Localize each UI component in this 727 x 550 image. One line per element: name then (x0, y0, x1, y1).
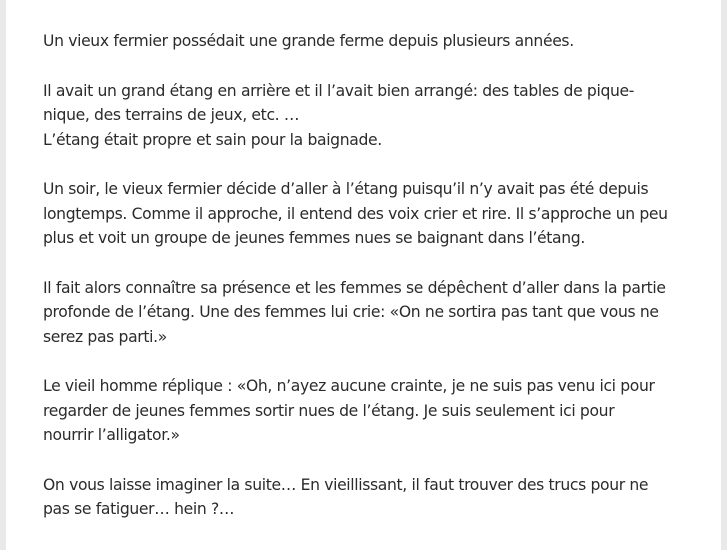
story-line: Un vieux fermier possédait une grande ferme depuis plusieurs années. (43, 32, 574, 50)
story-line: Un soir, le vieux fermier décide d’aller à l’étang puisqu’il n’y avait pas été depuis (43, 180, 649, 198)
story-line: pas se fatiguer… hein ?… (43, 500, 235, 518)
story-line: regarder de jeunes femmes sortir nues de l’étang. Je suis seulement ici pour (43, 401, 615, 420)
story-paragraph (43, 79, 683, 153)
story-line: plus et voit un groupe de jeunes femmes nues se baignant dans l’étang. (43, 229, 585, 247)
right-scroll-track[interactable] (721, 0, 727, 550)
story-line: nourrir l’alligator.» (43, 426, 180, 444)
story-line: profonde de l’étang. Une des femmes lui crie: «On ne sortira pas tant que vous ne (43, 303, 659, 321)
story-line: On vous laisse imaginer la suite… En vieillissant, il faut trouver des trucs pour ne (43, 475, 649, 494)
story-line: Il avait un grand étang en arrière et il l’avait bien arrangé: des tables de pique- (43, 81, 635, 100)
story-line: nique, des terrains de jeux, etc. … (43, 106, 300, 124)
story-line: L’étang était propre et sain pour la baignade. (43, 130, 382, 149)
story-paragraph (43, 374, 683, 448)
story-line: serez pas parti.» (43, 327, 167, 346)
story-paragraph (43, 473, 683, 522)
story-line: longtemps. Comme il approche, il entend des voix crier et rire. Il s’approche un peu (43, 204, 668, 223)
story-paragraph (43, 29, 683, 54)
left-page-margin (0, 0, 6, 550)
story-paragraph (43, 276, 683, 350)
story-paragraph (43, 177, 683, 251)
story-line: Il fait alors connaître sa présence et les femmes se dépêchent d’aller dans la partie (43, 278, 666, 297)
story-line: Le vieil homme réplique : «Oh, n’ayez aucune crainte, je ne suis pas venu ici pour (43, 377, 655, 395)
story-article (43, 29, 683, 547)
